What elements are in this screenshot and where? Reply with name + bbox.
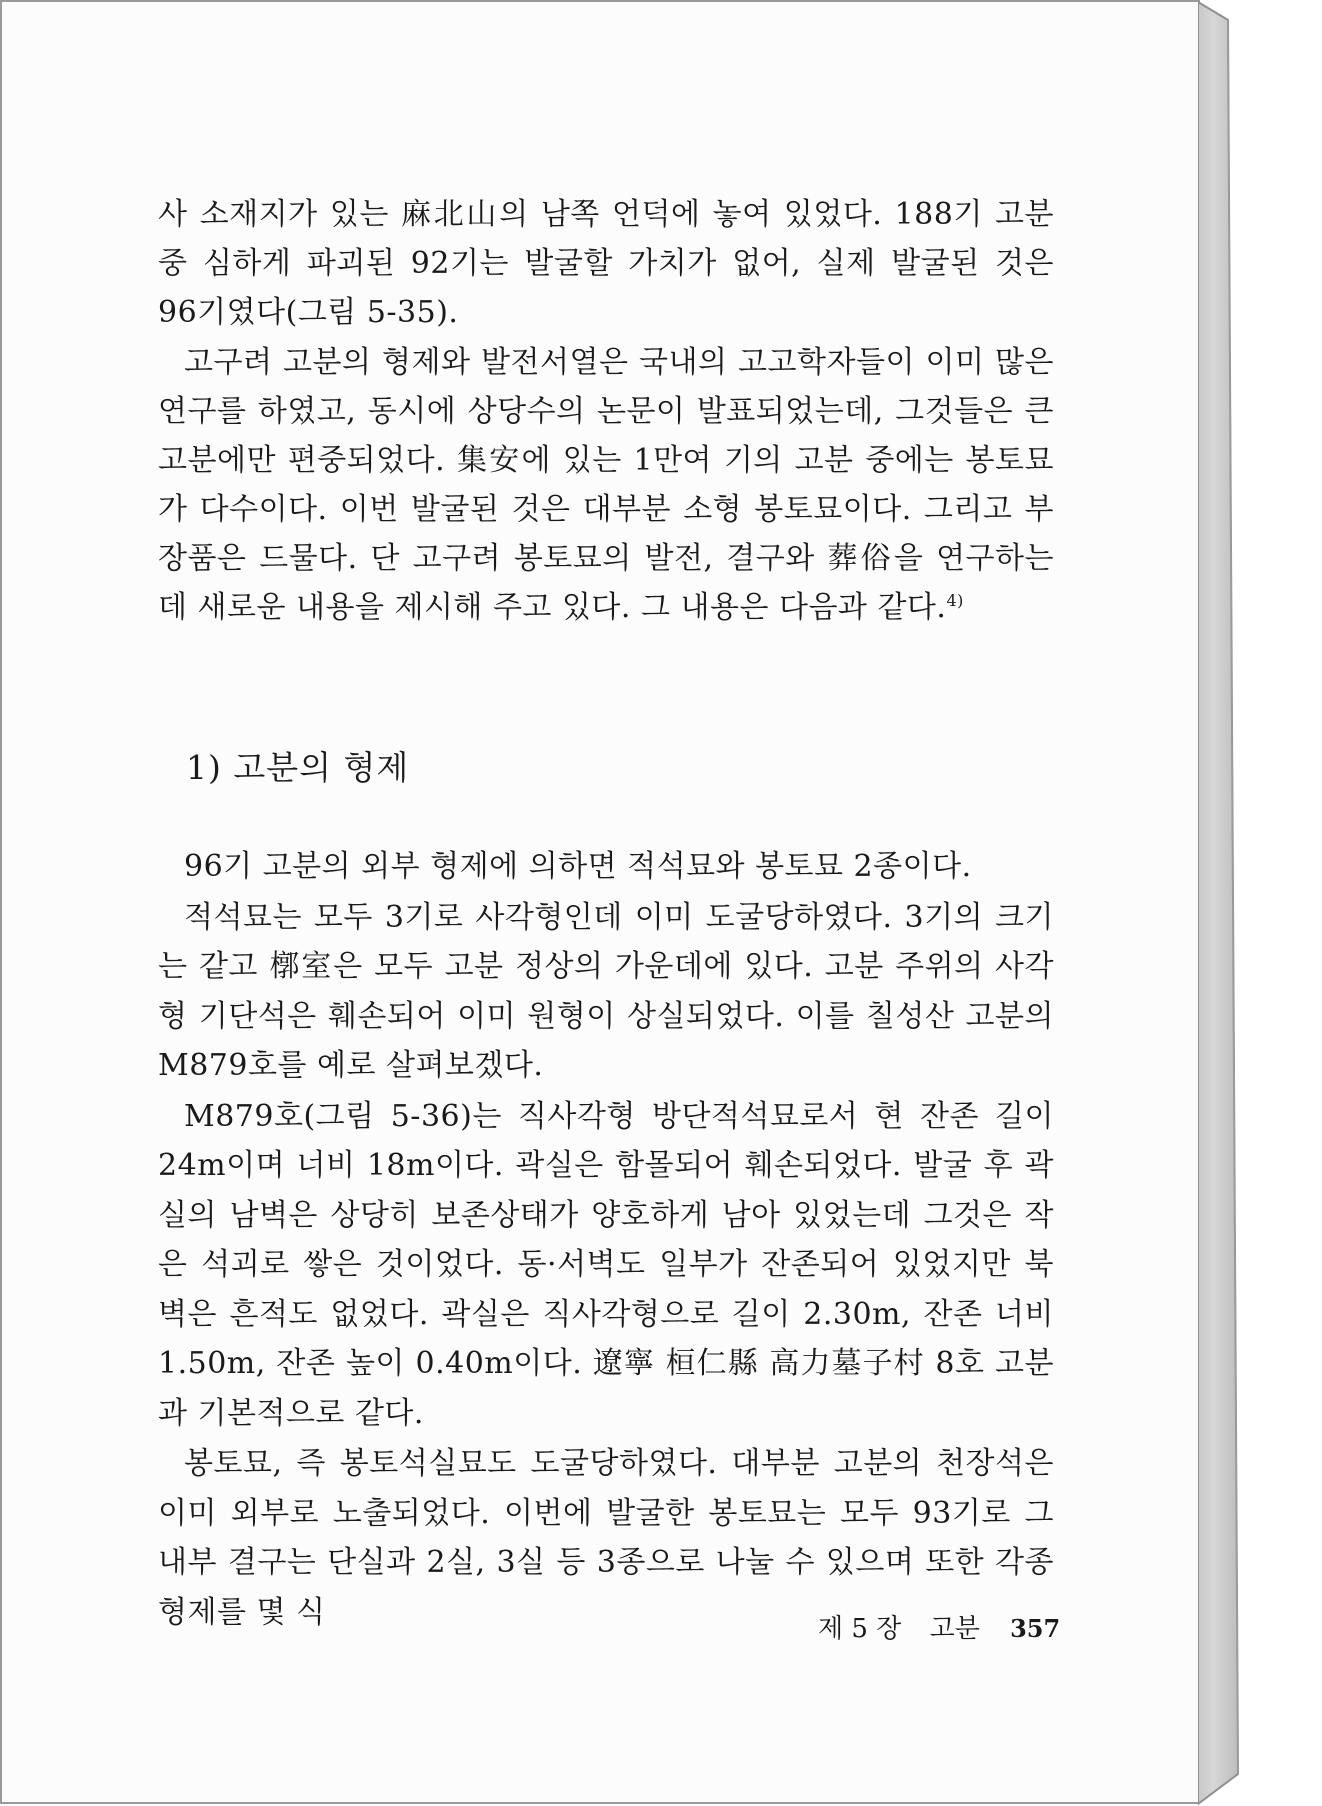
paragraph — [158, 1092, 1054, 1439]
footnote-reference: 4) — [946, 591, 964, 610]
paragraph-text: 봉토묘, 즉 봉토석실묘도 도굴당하였다. 대부분 고분의 천장석은 이미 외부로 노출되었다. 이번에 발굴한 봉토묘는 모두 93기로 그 내부 결구는 단실과 2실, 3실 등 3종으로 나눌 수 있으며 또한 각종 형제를 몇 식 — [158, 1446, 1054, 1630]
paragraph-continuation — [158, 190, 1054, 337]
footer-section-title: 고분 — [929, 1614, 980, 1644]
upper-text-block — [158, 190, 1054, 633]
book-edge-shape — [1198, 2, 1322, 1806]
running-footer — [818, 1608, 1060, 1645]
paragraph — [158, 893, 1054, 1091]
paragraph-text: 96기 고분의 외부 형제에 의하면 적석묘와 봉토묘 2종이다. — [184, 849, 972, 884]
paragraph — [158, 338, 1054, 632]
page-number: 357 — [1010, 1614, 1061, 1643]
section-heading: 1) 고분의 형제 — [186, 748, 410, 787]
paragraph — [158, 842, 1054, 892]
paragraph-text: 사 소재지가 있는 麻北山의 남쪽 언덕에 놓여 있었다. 188기 고분 중 심하게 파괴된 92기는 발굴할 가치가 없어, 실제 발굴된 것은 96기였다(그림 5-35). — [158, 197, 1054, 330]
lower-text-block — [158, 842, 1054, 1638]
paragraph-text: M879호(그림 5-36)는 직사각형 방단적석묘로서 현 잔존 길이 24m이며 너비 18m이다. 곽실은 함몰되어 훼손되었다. 발굴 후 곽실의 남벽은 상당히 보존상태가 양호하게 남아 있었는데 그것은 작은 석괴로 쌓은 것이었다. 동·서벽도 일부가 잔존되어 있었지만 북벽은 흔적도 없었다. 곽실은 직사각형으로 길이 2.30m, 잔존 너비 1.50m, 잔존 높이 0.40m이다. 遼寧 桓仁縣 高力墓子村 8호 고분과 기본적으로 같다. — [158, 1098, 1054, 1431]
footer-chapter: 제 5 장 — [818, 1614, 902, 1644]
paragraph-text: 적석묘는 모두 3기로 사각형인데 이미 도굴당하였다. 3기의 크기는 같고 槨室은 모두 고분 정상의 가운데에 있다. 고분 주위의 사각형 기단석은 훼손되어 이미 원형이 상실되었다. 이를 칠성산 고분의 M879호를 예로 살펴보겠다. — [158, 899, 1054, 1083]
paragraph-text: 고구려 고분의 형제와 발전서열은 국내의 고고학자들이 이미 많은 연구를 하였고, 동시에 상당수의 논문이 발표되었는데, 그것들은 큰 고분에만 편중되었다. 集安에 있는 1만여 기의 고분 중에는 봉토묘가 다수이다. 이번 발굴된 것은 대부분 소형 봉토묘이다. 그리고 부장품은 드물다. 단 고구려 봉토묘의 발전, 결구와 葬俗을 연구하는 데 새로운 내용을 제시해 주고 있다. 그 내용은 다음과 같다. — [158, 345, 1054, 625]
